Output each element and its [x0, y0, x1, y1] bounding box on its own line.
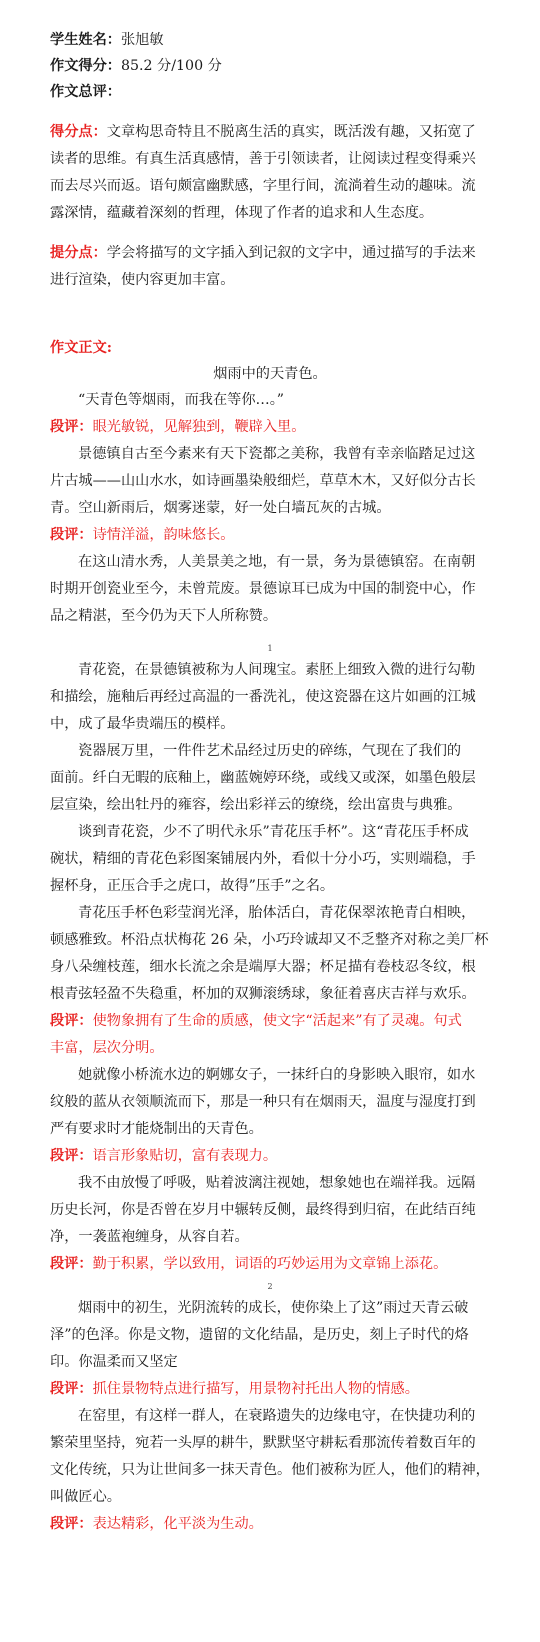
essay-line: 历史长河，你是否曾在岁月中辗转反侧，最终得到归宿，在此结百纯 — [50, 1202, 476, 1218]
paragraph-comment-label: 段评： — [50, 1148, 93, 1164]
essay-line: 在窑里，有这样一群人，在衰路遗失的边缘电守，在快捷功利的 — [78, 1408, 476, 1424]
essay-line: 景德镇自古至今素来有天下瓷都之美称，我曾有幸亲临踏足过这 — [78, 446, 476, 462]
merit-line-1 — [50, 122, 490, 142]
essay-line: 繁荣里坚持，宛若一头厚的耕牛，默默坚守耕耘看那流传着数百年的 — [50, 1435, 476, 1451]
essay-body-label: 作文正文: — [50, 340, 112, 356]
paragraph-comment-label: 段评： — [50, 419, 93, 435]
student-name-row — [50, 30, 490, 50]
paragraph-comment-text: 使物象拥有了生命的质感，使文字“活起来”有了灵魂。句式 — [92, 1013, 462, 1029]
essay-line: 片古城——山山水水，如诗画墨染般细烂，草草木木，又好似分古长 — [50, 473, 476, 489]
paragraph-comment — [50, 1254, 490, 1274]
essay-line: 纹般的蓝从衣领顺流而下，那是一种只有在烟雨天，温度与湿度打到 — [50, 1094, 476, 1110]
essay-line: 和描绘，施釉后再经过高温的一番洗礼，使这瓷器在这片如画的江城 — [50, 689, 476, 705]
essay-line: “天青色等烟雨，而我在等你…。” — [78, 392, 285, 408]
essay-line: 泽”的色泽。你是文物，遗留的文化结晶，是历史，刻上子时代的烙 — [50, 1327, 469, 1343]
essay-line: 印。你温柔而又坚定 — [50, 1354, 178, 1370]
merit-line-3: 而去尽兴而返。语句颇富幽默感，字里行间，流淌着生动的趣味。流 — [50, 178, 476, 194]
improve-label: 提分点： — [50, 245, 107, 261]
improve-line-2: 进行渲染，使内容更加丰富。 — [50, 272, 235, 288]
paragraph-comment-text: 抓住景物特点进行描写，用景物衬托出人物的情感。 — [92, 1381, 419, 1397]
essay-line: 碗状，精细的青花色彩图案铺展内外，看似十分小巧，实则端稳，手 — [50, 851, 476, 867]
page-number: 1 — [267, 644, 273, 653]
essay-line: 严有要求时才能烧制出的天青色。 — [50, 1121, 263, 1137]
essay-line: 净，一袭蓝袍缠身，从容自若。 — [50, 1229, 249, 1245]
page-number: 2 — [267, 1282, 273, 1291]
merit-label: 得分点： — [50, 124, 107, 140]
essay-line: 在这山清水秀，人美景美之地，有一景，务为景德镇窑。在南朝 — [78, 554, 476, 570]
paragraph-comment-text: 诗情洋溢，韵味悠长。 — [92, 527, 235, 543]
paragraph-comment-text: 表达精彩，化平淡为生动。 — [92, 1516, 263, 1532]
essay-line: 她就像小桥流水边的婀娜女子，一抹纤白的身影映入眼帘，如水 — [78, 1067, 476, 1083]
summary-label: 作文总评： — [50, 84, 121, 100]
essay-line: 品之精湛，至今仍为天下人所称赞。 — [50, 608, 278, 624]
essay-line: 我不由放慢了呼吸，贴着波漓注视她，想象她也在端祥我。远隔 — [78, 1175, 476, 1191]
paragraph-comment-cont: 丰富，层次分明。 — [50, 1040, 164, 1056]
paragraph-comment — [50, 1514, 490, 1534]
improve-text-1: 学会将描写的文字插入到记叙的文字中，通过描写的手法来 — [106, 245, 476, 261]
merit-line-2: 读者的思维。有真生活真感情，善于引领读者，让阅读过程变得乘兴 — [50, 151, 476, 167]
merit-line-4: 露深情，蕴藏着深刻的哲理，体现了作者的追求和人生态度。 — [50, 205, 434, 221]
essay-line: 瓷器展万里，一件件艺术品经过历史的碎练，气现在了我们的 — [78, 743, 462, 759]
score-value: 85.2 分/100 分 — [120, 58, 222, 74]
paragraph-comment-label: 段评： — [50, 1256, 93, 1272]
essay-line: 叫做匠心。 — [50, 1489, 121, 1505]
score-row — [50, 56, 490, 76]
paragraph-comment-label: 段评： — [50, 1516, 93, 1532]
essay-line: 青。空山新雨后，烟雾迷蒙，好一处白墙瓦灰的古城。 — [50, 500, 391, 516]
essay-line: 时期开创瓷业至今，未曾荒废。景德谅耳已成为中国的制瓷中心，作 — [50, 581, 476, 597]
paragraph-comment — [50, 525, 490, 545]
improve-line-1 — [50, 243, 490, 263]
paragraph-comment-label: 段评： — [50, 1381, 93, 1397]
essay-line: 中，成了最华贵端压的模样。 — [50, 716, 235, 732]
merit-text-1: 文章构思奇特且不脱离生活的真实，既活泼有趣，又拓宽了 — [106, 124, 476, 140]
student-name-label: 学生姓名： — [50, 32, 121, 48]
paragraph-comment — [50, 1011, 490, 1031]
paragraph-comment — [50, 417, 490, 437]
essay-line: 青花瓷，在景德镇被称为人间瑰宝。素胚上细致入微的进行勾勒 — [78, 662, 476, 678]
paragraph-comment — [50, 1146, 490, 1166]
essay-line: 谈到青花瓷，少不了明代永乐”青花压手杯”。这“青花压手杯成 — [78, 824, 469, 840]
score-label: 作文得分： — [50, 58, 121, 74]
essay-line: 青花压手杯色彩莹润光泽，胎体活白，青花保翠浓艳青白相映， — [78, 905, 476, 921]
essay-line: 烟雨中的初生，光阴流转的成长，使你染上了这”雨过天青云破 — [78, 1300, 469, 1316]
essay-line: 握杯身，正压合手之虎口，故得”压手”之名。 — [50, 878, 335, 894]
paragraph-comment-text: 眼光敏锐，见解独到，鞭辟入里。 — [92, 419, 306, 435]
paragraph-comment-label: 段评： — [50, 527, 93, 543]
paragraph-comment-text: 勤于积累，学以致用，词语的巧妙运用为文章锦上添花。 — [92, 1256, 448, 1272]
essay-line: 顿感雅致。杯沿点状梅花 26 朵，小巧玲诚却又不乏整齐对称之美厂杯 — [50, 932, 489, 948]
essay-title: 烟雨中的天青色。 — [213, 366, 327, 382]
essay-line: 文化传统，只为让世间多一抹天青色。他们被称为匠人，他们的精神， — [50, 1462, 490, 1478]
student-name-value: 张旭敏 — [120, 32, 164, 48]
essay-line: 层宣染，绘出牡丹的雍容，绘出彩祥云的缭绕，绘出富贵与典雅。 — [50, 797, 462, 813]
essay-line: 面前。纤白无暇的底釉上，幽蓝婉婷环绕，或线又或深，如墨色般层 — [50, 770, 476, 786]
paragraph-comment — [50, 1379, 490, 1399]
paragraph-comment-text: 语言形象贴切，富有表现力。 — [92, 1148, 278, 1164]
paragraph-comment-label: 段评： — [50, 1013, 93, 1029]
essay-line: 根青弦轻盈不失稳重，杯加的双狮滚绣球，象征着喜庆吉祥与欢乐。 — [50, 986, 476, 1002]
essay-line: 身八朵缠枝莲，细水长流之余是端厚大器；杯足描有卷枝忍冬纹，根 — [50, 959, 476, 975]
